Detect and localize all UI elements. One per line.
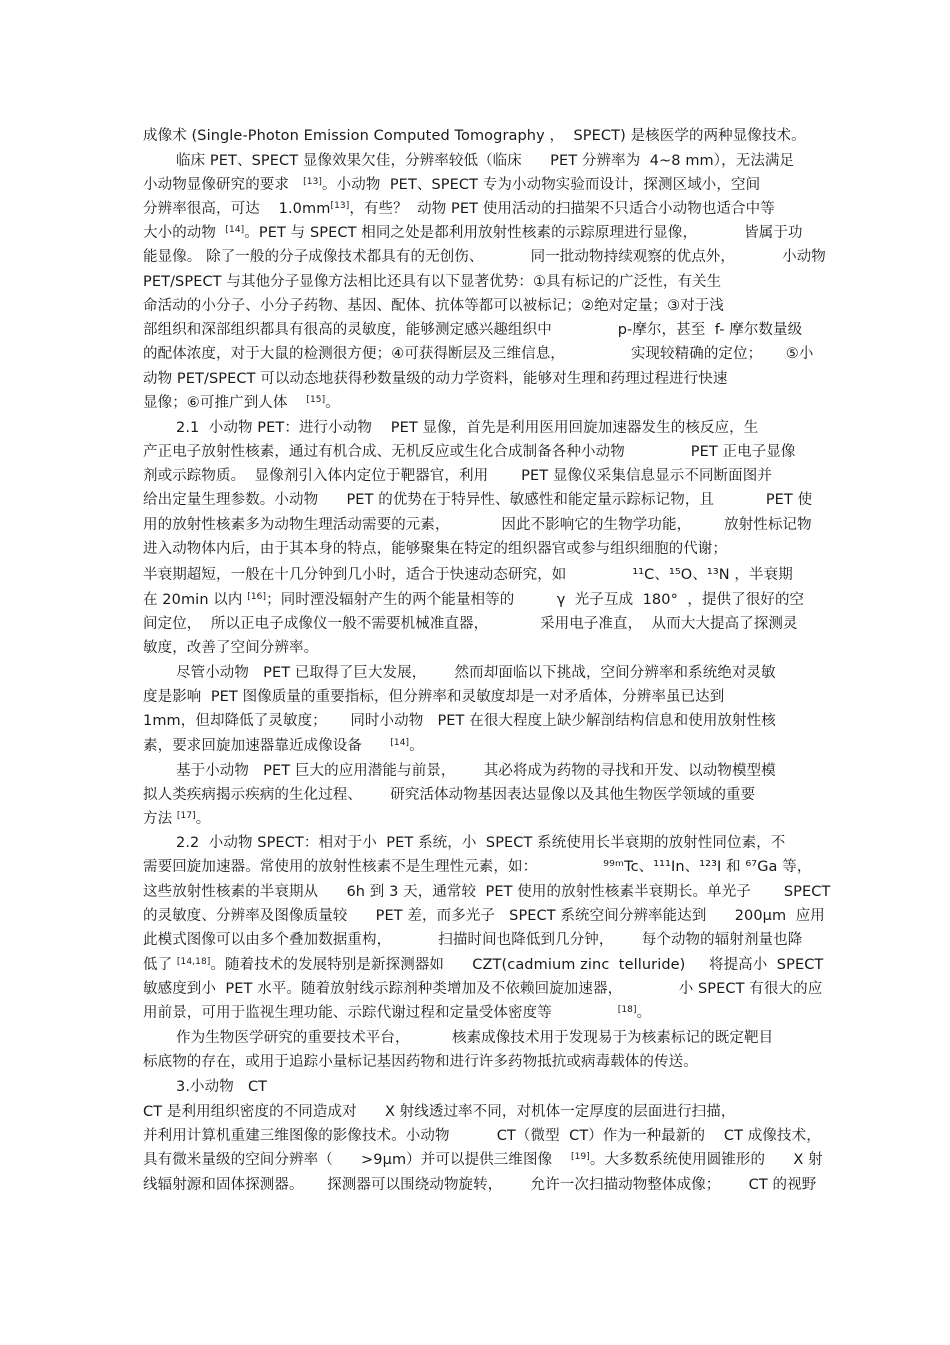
citation-ref: [18]	[617, 1005, 637, 1015]
line-text-continued: 。PET 与 SPECT 相同之处是都利用放射性核素的示踪原理进行显像， 皆属于功	[244, 225, 803, 241]
line-text: 1mm，但却降低了灵敏度； 同时小动物 PET 在很大程度上缺少解剖结构信息和使用放射性核	[143, 713, 776, 729]
text-line	[143, 737, 424, 755]
text-line	[143, 1151, 823, 1169]
line-text-continued: 。	[195, 811, 211, 827]
line-text: 并利用计算机重建三维图像的影像技术。小动物 CT（微型 CT）作为一种最新的 CT 成像技术，	[143, 1128, 821, 1144]
line-text: 进入动物体内后，由于其本身的特点，能够聚集在特定的组织器官或参与组织细胞的代谢；	[143, 541, 727, 557]
line-text-continued: 。小动物 PET、SPECT 专为小动物实验而设计，探测区域小，空间	[322, 177, 761, 193]
citation-ref: [14]	[390, 738, 410, 748]
text-line	[143, 810, 210, 828]
line-text: 部组织和深部组织都具有很高的灵敏度，能够测定感兴趣组织中 p-摩尔，甚至 f- 摩尔数量级	[143, 322, 803, 338]
line-text: 用的放射性核素多为动物生理活动需要的元素， 因此不影响它的生物学功能， 放射性标记物	[143, 517, 812, 533]
text-line	[143, 639, 318, 657]
line-text-continued: ；同时湮没辐射产生的两个能量相等的 γ 光子互成 180° ，提供了很好的空	[266, 592, 805, 608]
line-text: CT 是利用组织密度的不同造成对 X 射线透过率不同，对机体一定厚度的层面进行扫描，	[143, 1104, 736, 1120]
text-line	[176, 152, 794, 170]
line-text: 大小的动物	[143, 225, 226, 241]
text-line	[143, 370, 727, 388]
line-text: 给出定量生理参数。小动物 PET 的优势在于特异性、敏感性和能定量示踪标记物，且 PET 使	[143, 492, 813, 508]
line-text: 拟人类疾病揭示疾病的生化过程、 研究活体动物基因表达显像以及其他生物医学领域的重要	[143, 787, 756, 803]
line-text-continued: 。	[325, 395, 340, 411]
text-line	[143, 540, 727, 558]
citation-ref: [14,18]	[176, 957, 211, 967]
line-text: 显像；⑥可推广到人体	[143, 395, 307, 411]
line-text: 临床 PET、SPECT 显像效果欠佳，分辨率较低（临床 PET 分辨率为 4~8 mm），无法满足	[176, 153, 795, 169]
line-text: 分辨率很高，可达 1.0mm	[143, 201, 331, 217]
line-text: 线辐射源和固体探测器。 探测器可以围绕动物旋转， 允许一次扫描动物整体成像； CT 的视野	[143, 1177, 817, 1193]
text-line	[143, 176, 760, 194]
text-line	[176, 1029, 773, 1047]
text-line	[143, 566, 793, 584]
text-line	[143, 1053, 698, 1071]
text-line	[143, 273, 721, 291]
text-line	[143, 516, 812, 534]
citation-ref: [19]	[571, 1152, 590, 1162]
text-line	[143, 248, 826, 266]
text-line	[143, 1176, 816, 1194]
line-text: 间定位， 所以正电子成像仪一般不需要机械准直器， 采用电子准直， 从而大大提高了探测灵	[143, 616, 798, 632]
text-line	[143, 1127, 821, 1145]
line-text: 2.2 小动物 SPECT：相对于小 PET 系统，小 SPECT 系统使用长半衰期的放射性同位素，不	[176, 835, 786, 851]
line-text: 命活动的小分子、小分子药物、基因、配体、抗体等都可以被标记；②绝对定量；③对于浅	[143, 298, 724, 314]
text-line	[143, 931, 802, 949]
line-text: 3.小动物 CT	[176, 1079, 268, 1095]
text-line	[143, 443, 796, 461]
line-text: 剂或示踪物质。 显像剂引入体内定位于靶器官，利用 PET 显像仪采集信息显示不同断面图并	[143, 468, 772, 484]
text-line	[176, 1078, 267, 1096]
text-line	[143, 467, 772, 485]
line-text: 的配体浓度，对于大鼠的检测很方便；④可获得断层及三维信息， 实现较精确的定位； ⑤小	[143, 346, 814, 362]
text-line	[143, 345, 813, 363]
line-text: 需要回旋加速器。常使用的放射性核素不是生理性元素，如： ⁹⁹ᵐTc、¹¹¹In、¹²³I 和 ⁶⁷Ga 等，	[143, 859, 812, 875]
text-line	[143, 980, 822, 998]
citation-ref: [13]	[303, 177, 323, 187]
line-text: 2.1 小动物 PET：进行小动物 PET 显像，首先是利用医用回旋加速器发生的核反应，生	[176, 420, 759, 436]
line-text: 成像术 (Single-Photon Emission Computed Tomography ， SPECT) 是核医学的两种显像技术。	[143, 128, 806, 144]
text-line	[143, 786, 755, 804]
text-line	[176, 834, 785, 852]
line-text: 方法	[143, 811, 177, 827]
line-text: 作为生物医学研究的重要技术平台， 核素成像技术用于发现易于为核素标记的既定靶目	[176, 1030, 774, 1046]
line-text: 在 20min 以内	[143, 592, 248, 608]
line-text-continued: 。	[636, 1005, 652, 1021]
line-text: 的灵敏度、分辨率及图像质量较 PET 差，而多光子 SPECT 系统空间分辨率能达到 200μm 应用	[143, 908, 825, 924]
line-text: 具有微米量级的空间分辨率（ >9μm）并可以提供三维图像	[143, 1152, 572, 1168]
line-text: 这些放射性核素的半衰期从 6h 到 3 天，通常较 PET 使用的放射性核素半衰期长。单光子 SPECT	[143, 884, 831, 900]
text-line	[143, 1103, 735, 1121]
line-text: 此模式图像可以由多个叠加数据重构， 扫描时间也降低到几分钟， 每个动物的辐射剂量也降	[143, 932, 803, 948]
text-line	[143, 907, 825, 925]
text-line	[143, 321, 802, 339]
line-text: 能显像。 除了一般的分子成像技术都具有的无创伤、 同一批动物持续观察的优点外， 小动物	[143, 249, 826, 265]
text-line	[143, 688, 724, 706]
line-text: 动物 PET/SPECT 可以动态地获得秒数量级的动力学资料，能够对生理和药理过程进行快速	[143, 371, 728, 387]
line-text-continued: ，有些？ 动物 PET 使用活动的扫描架不只适合小动物也适合中等	[349, 201, 775, 217]
text-line	[176, 419, 758, 437]
line-text: 产正电子放射性核素，通过有机合成、无机反应或生化合成制备各种小动物 PET 正电子显像	[143, 444, 796, 460]
text-line	[176, 762, 776, 780]
line-text: 半衰期超短，一般在十几分钟到几小时，适合于快速动态研究，如 ¹¹C、¹⁵O、¹³N ，半衰期	[143, 567, 793, 583]
text-line	[143, 394, 340, 412]
line-text-continued: 。大多数系统使用圆锥形的 X 射	[589, 1152, 823, 1168]
line-text: 低了	[143, 957, 177, 973]
line-text: 标底物的存在，或用于追踪小量标记基因药物和进行许多药物抵抗或病毒载体的传送。	[143, 1054, 698, 1070]
text-line	[143, 297, 724, 315]
line-text-continued: 。	[409, 738, 424, 754]
text-line	[143, 224, 803, 242]
line-text: 用前景，可用于监视生理功能、示踪代谢过程和定量受体密度等	[143, 1005, 618, 1021]
line-text: 敏感度到小 PET 水平。随着放射线示踪剂种类增加及不依赖回旋加速器， 小 SPECT 有很大的应	[143, 981, 823, 997]
line-text: PET/SPECT 与其他分子显像方法相比还具有以下显著优势：①具有标记的广泛性，有关生	[143, 274, 722, 290]
line-text: 基于小动物 PET 巨大的应用潜能与前景， 其必将成为药物的寻找和开发、以动物模型模	[176, 763, 776, 779]
citation-ref: [15]	[306, 395, 326, 405]
citation-ref: [14]	[225, 225, 245, 235]
text-line	[143, 712, 776, 730]
line-text: 尽管小动物 PET 已取得了巨大发展， 然而却面临以下挑战，空间分辨率和系统绝对灵敏	[176, 665, 776, 681]
citation-ref: [16]	[247, 592, 267, 602]
text-line	[143, 615, 798, 633]
line-text: 度是影响 PET 图像质量的重要指标，但分辨率和灵敏度却是一对矛盾体，分辨率虽已达到	[143, 689, 725, 705]
line-text: 敏度，改善了空间分辨率。	[143, 640, 319, 656]
text-line	[143, 956, 823, 974]
text-line	[143, 1004, 651, 1022]
text-line	[143, 591, 804, 609]
text-line	[143, 858, 811, 876]
line-text-continued: 。随着技术的发展特别是新探测器如 CZT(cadmium zinc telluride) 将提高小 SPECT	[210, 957, 824, 973]
citation-ref: [13]	[330, 201, 350, 211]
text-line	[143, 127, 806, 145]
text-line	[176, 664, 776, 682]
line-text: 素，要求回旋加速器靠近成像设备	[143, 738, 391, 754]
text-line	[143, 200, 775, 218]
text-line	[143, 491, 812, 509]
citation-ref: [17]	[176, 811, 196, 821]
line-text: 小动物显像研究的要求	[143, 177, 304, 193]
text-line	[143, 883, 830, 901]
